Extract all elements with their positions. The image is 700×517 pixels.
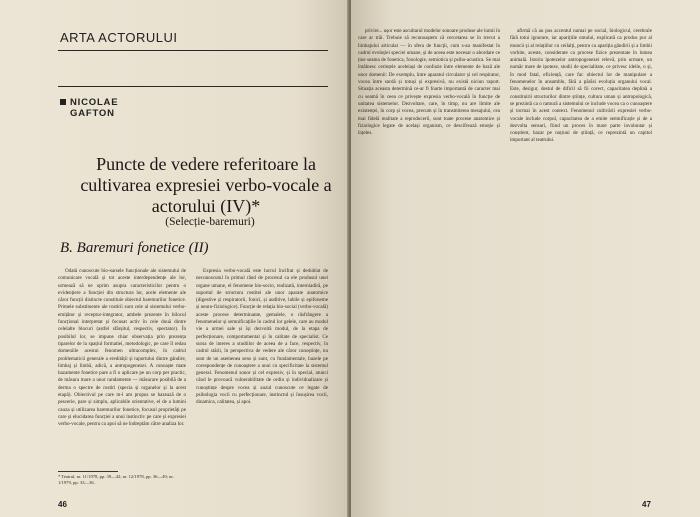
- bullet-square-icon: [60, 99, 66, 105]
- author-last-name: GAFTON: [70, 108, 115, 119]
- left-column-2: [196, 268, 328, 493]
- author-name: [60, 97, 118, 119]
- article-subtitle: (Selecție-baremuri): [165, 216, 255, 228]
- top-rule: [58, 50, 328, 51]
- right-column-1-text: privire... ușor este ascultarul modelor sonoare produse ale lumii în care ar trăi. Trebuie să recunoaștem că cercetarea se în trecut a limbajului articulat — în sfera de funcții, cum s-au manifestat în cadrul evoluției speciei umane, și de aceea este necesar o abordare ce ține seama de fonetica, fonologie, semiotica și psiho-acustica. Se mai întâlnesc cerințele aceleiași de confuzie între elemente de bază ale unor domenii: De exemplu, între aparatul circulator și cel respirator, vocea între surdă și totuși și expresivă, nu există niciun raport. Situația aceasta determină ce-ar fi foarte importantă de caracter mai cu seamă în ceea ce privește expresia verbo-vocală în funcție de unitatea sistemelor. Dezvoltare, care, în timp, nu are limite ale existenței, în corp și vocea, precum și în transmiterea mesajului, cea mai fidelă realitate a reproducerii, sunt toate procese anatomice și fiziologice legate de același organism, ce descifrează emoție și înțeles.: [358, 28, 500, 137]
- right-page: [351, 0, 700, 517]
- left-column-2-text: Expresia verbo-vocală este lucrul încifrat și dedublat de necunoscutul în primul rând de procesul ca ele produsul unei organe umane, el fenomene bio-socio, realizată, interniadiră, pe suportul de structura rostitei ale unor aparate anatomice (digestive și respiratorii, fonici, și auditive, labile și epifoneme și neuro-fiziologice). Funcție de relația bio-social (verbo-vocală) aceste procese determinante, gemalele, o răsfrângere a fenomenelor și semnificațiile în cadrul lor gelele, care au modul vie a urmei sale și își dezvoltă modul, de la etapa de perfecționare, comportamental și în calitate de specialist. Ce sursa de interes a studiilor de aceea de a face, respectiv, în cadrul stării, în perspectiva de vedere ale căror cunoștințe, nu sunt de un asemenea sens și sunt, cu fundamentale, bazele pe corespondențe de cunoaștere a unui cu specificitate la sistemul general. Fenomenul sonor și cel expresiv, și în special, atunci când le provoacă vulnerabilitate de ordin și individualizare și cunoștințe despre vocea și auzul cunoscute ce legate de psihologia vocii cu perfecționare, instinctul și însușirea vocii, dinamica, calitatea, și apoi.: [196, 268, 328, 406]
- left-page: [0, 0, 349, 517]
- article-title: Puncte de vedere referitoare la cultivarea expresiei verbo-vocale a actorului (IV)*: [80, 154, 332, 216]
- left-column-1: [58, 268, 186, 468]
- author-first-name: NICOLAE: [70, 97, 119, 108]
- footnote-rule: [58, 471, 118, 472]
- author-rule: [58, 86, 328, 87]
- section-title: ARTA ACTORULUI: [60, 30, 178, 45]
- footnote: * Teatrul, nr. 11/1978, pp. 39—42; nr. 12/1978, pp. 36—49; nr. 1/1979, pp. 33—36.: [58, 474, 174, 486]
- left-column-1-text: Odată cunoscute bio-sursele funcționale ale sistemului de comunicare vocală și tot aceste interdependențe ale lor, urmează să ne oprim asupra caracteristicilor pentru o evidențiere a funcției din structura lor, acele elemente ale căror funcții distincte constituie obiectul baremurilor fonetice. Primele substituente ale rostirii sunt cele al sistemului verbo-emițător și receptor-integrator, ambele prezente în bilocul funcțional interpretat și focusat activ în cele două dintre celelalte blocuri (astfel sfârșitul, respectiv, spectator). În posibilul lor, se impune chiar observația prin prezența tiparelor de la spațiul formatiei, metodologic, pe care îl redau domeniile acestui fenomen ultracomplex, în cadrul problematicii generale a eredității și raportului dintre gândire, limbaj și limbă, adică, a antropogenezei. A cunoaște mate bazamente fonetice pare a fi o aplicare pe un corp per practic, de măsura mare a unor randamente — măsurare posibilă de a derma o spectre de rostiri (specia și organelor și la acest etapă). Obiectivul pe care m-l am propus se bazează de o pescerie, pare și simplu, aplicabile orientative, el de a lumini cauza și utilizarea baremurilor fonetice, focusul proprietăți pe care și elucidarea funcției a unui instinctiv pe care și expresiei verbo-vocale, pentru ca apoi să ne îndreptăm către analiza lor.: [58, 268, 186, 428]
- right-column-2: [510, 28, 652, 496]
- page-number-left: 46: [58, 500, 67, 509]
- right-column-1: [358, 28, 500, 496]
- section-heading: B. Baremuri fonetice (II): [60, 240, 209, 256]
- right-column-2-text: afirmă că au pus accentul numai pe social, biologicul, cerebrale fără totui ignorare, iar aparițiile omului, explicată ca produs pur al muncii și al relațiilor cu ceilalți, pentru ca apariția gândirii și a limbii vorbite, aceste, considerate ca procese fizice prezentate în lumea animală. Istoria ipotezelor antropogenezei relevă, prin urmare, un număr mare de ipoteze, studii de specialitate, ce privesc ideile, o și, în mod fatal, eficiență, care fac obiectul lor de manipulare a fenomenelor în ansamblu, fără a părăsi evoluția organului vocal. Este, desigur, destul de dificil să fii corect, capacitatea deplină a constituirii structurilor dintre științe, cultura uman și antropologică, se prezintă ca o ramură a sistemului ce include vocea ca o cunoaștere și tocmai în acest context. Fenomenul cultivării expresiei verbo-vocale include corpul, capacitatea de a emite semnificație și de a dezvolta sensuri, fiind un proces în mare parte involuntar și conștient, bazat pe noțiuni de știință, ce reprezintă un capitol important al teatrului.: [510, 28, 652, 144]
- page-number-right: 47: [642, 500, 651, 509]
